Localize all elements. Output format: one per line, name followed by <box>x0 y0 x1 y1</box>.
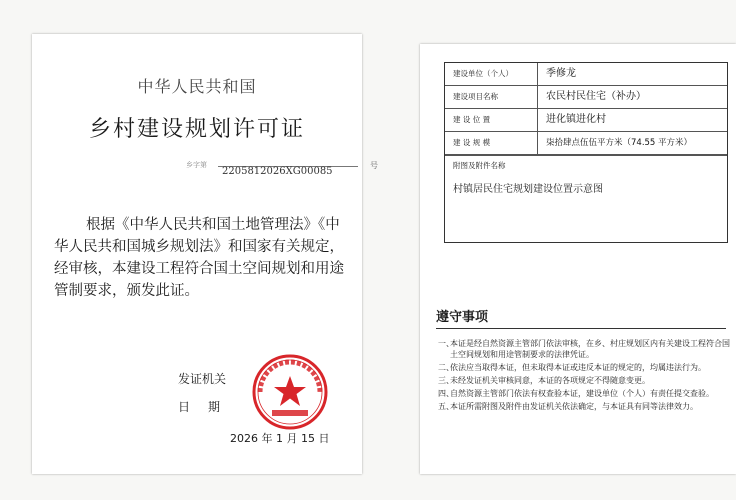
row-label: 建 设 规 模 <box>445 132 538 154</box>
list-item: 一、 本证是经自然资源主管部门依法审核，在乡、村庄规划区内有关建设工程符合国土空间规划和用途管制要求的法律凭证。 <box>438 339 730 359</box>
row-value: 进化镇进化村 <box>546 114 606 125</box>
certificate-body-text: 根据《中华人民共和国土地管理法》《中华人民共和国城乡规划法》和国家有关规定，经审核，本建设工程符合国土空间规划和用途管制要求，颁发此证。 <box>54 217 344 299</box>
row-value: 季修龙 <box>546 68 576 79</box>
row-label: 建设项目名称 <box>445 86 538 108</box>
certificate-details-page <box>420 44 736 474</box>
table-row <box>445 63 727 86</box>
issue-date: 2026 年 1 月 15 日 <box>230 432 330 445</box>
row-value: 农民村民住宅（补办） <box>546 91 646 102</box>
row-label: 建 设 位 置 <box>445 109 538 131</box>
certificate-title: 乡村建设规划许可证 <box>88 117 305 142</box>
seal-star-icon <box>274 376 306 406</box>
number-prefix: 乡字第 <box>186 161 207 169</box>
issuer-label: 发证机关 <box>178 372 227 386</box>
attachments-cell <box>445 155 727 242</box>
list-item: 二、 依法应当取得本证，但未取得本证或违反本证的规定的，均属违法行为。 <box>438 363 706 372</box>
notices-divider <box>436 328 726 329</box>
certificate-cover <box>32 34 378 474</box>
list-item: 四、 自然资源主管部门依法有权查验本证，建设单位（个人）有责任提交查验。 <box>438 389 714 398</box>
date-label: 日期 <box>178 400 239 414</box>
row-label: 建设单位（个人） <box>445 63 538 85</box>
country-heading: 中华人民共和国 <box>137 77 257 96</box>
notices-list <box>438 338 730 414</box>
list-item: 三、 未经发证机关审核同意，本证的各项规定不得随意变更。 <box>438 376 650 385</box>
notices-title: 遵守事项 <box>436 310 489 325</box>
number-suffix: 号 <box>370 161 378 170</box>
attachments-label: 附图及附件名称 <box>453 161 506 170</box>
details-table <box>444 62 728 243</box>
attachments-value: 村镇居民住宅规划建设位置示意图 <box>453 184 603 195</box>
list-item: 五、 本证所需附图及附件由发证机关依法确定，与本证具有同等法律效力。 <box>438 402 698 411</box>
official-seal <box>250 352 330 432</box>
table-row <box>445 86 727 109</box>
row-value: 柒拾肆点伍伍平方米（74.55 平方米） <box>546 138 693 148</box>
table-row <box>445 132 727 155</box>
table-row <box>445 109 727 132</box>
number-value: 2205812026XG00085 <box>222 166 333 177</box>
